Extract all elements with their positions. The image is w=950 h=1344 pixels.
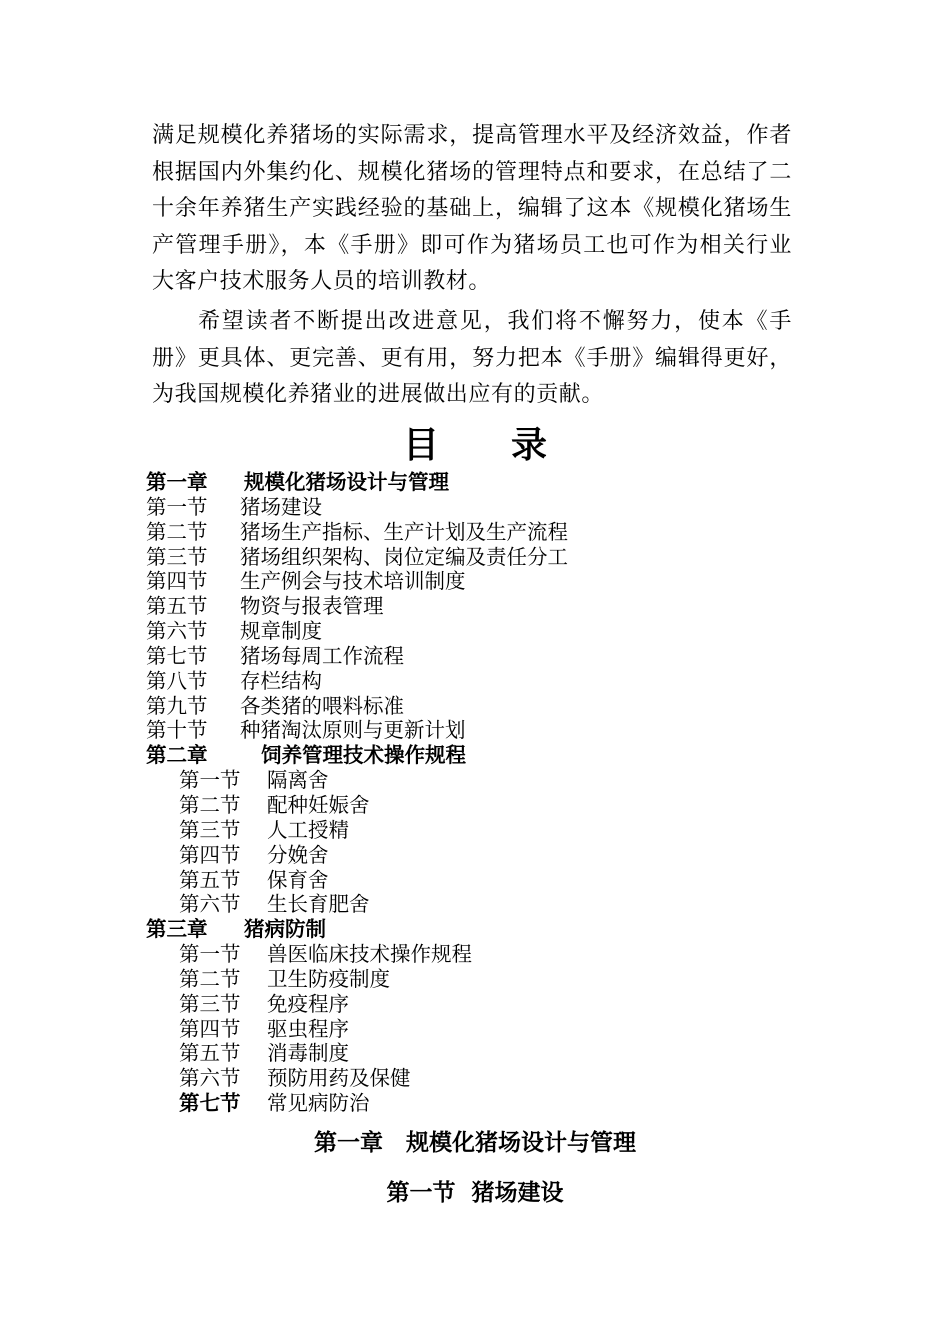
toc-section-title: 消毒制度 <box>267 1041 349 1066</box>
toc-section[interactable] <box>146 892 846 917</box>
toc-chapter-1[interactable] <box>146 470 846 495</box>
toc-section-number: 第五节 <box>146 594 208 619</box>
toc-section-number: 第一节 <box>179 768 241 793</box>
toc-section-title: 规章制度 <box>240 619 322 644</box>
toc-section-title: 猪场建设 <box>240 494 322 519</box>
toc-section[interactable] <box>146 569 846 594</box>
toc-section-number: 第三节 <box>146 544 208 569</box>
toc-section-title: 人工授精 <box>267 817 349 842</box>
toc-section[interactable] <box>146 594 846 619</box>
toc-section[interactable] <box>146 942 846 967</box>
preface-paragraph-2: 希望读者不断提出改进意见，我们将不懈努力，使本《手册》更具体、更完善、更有用，努力把本《手册》编辑得更好，为我国规模化养猪业的进展做出应有的贡献。 <box>152 308 792 408</box>
toc-section[interactable] <box>146 843 846 868</box>
toc-section-title: 保育舍 <box>267 867 329 892</box>
toc-chapter-number: 第二章 <box>146 743 208 768</box>
chapter-heading: 第一章 规模化猪场设计与管理 <box>314 1129 636 1156</box>
toc-section[interactable] <box>146 967 846 992</box>
toc-section[interactable] <box>146 768 846 793</box>
toc-section[interactable] <box>146 868 846 893</box>
toc-section-number: 第四节 <box>179 1016 241 1041</box>
toc-section[interactable] <box>146 669 846 694</box>
toc-section-number: 第六节 <box>179 892 241 917</box>
toc-section-number: 第七节 <box>146 643 208 668</box>
toc-section[interactable] <box>146 718 846 743</box>
toc-section-number: 第五节 <box>179 1041 241 1066</box>
toc-chapter-title: 饲养管理技术操作规程 <box>261 743 466 768</box>
toc-section[interactable] <box>146 545 846 570</box>
toc-section-title: 兽医临床技术操作规程 <box>267 942 472 967</box>
toc-chapter-title: 猪病防制 <box>244 917 326 942</box>
toc-section-number: 第四节 <box>179 842 241 867</box>
toc-section-title: 驱虫程序 <box>267 1016 349 1041</box>
toc-section-title: 隔离舍 <box>267 768 329 793</box>
table-of-contents <box>146 470 846 1116</box>
toc-section-title: 存栏结构 <box>240 668 322 693</box>
toc-section-number: 第一节 <box>146 494 208 519</box>
toc-section[interactable] <box>146 992 846 1017</box>
toc-section-number: 第十节 <box>146 718 208 743</box>
section-heading: 第一节 猪场建设 <box>386 1179 564 1206</box>
toc-section-title: 各类猪的喂料标准 <box>240 693 404 718</box>
toc-section-title: 物资与报表管理 <box>240 594 384 619</box>
toc-section-title: 卫生防疫制度 <box>267 966 390 991</box>
toc-section[interactable] <box>146 818 846 843</box>
toc-section[interactable] <box>146 1091 846 1116</box>
toc-section-number: 第二节 <box>179 792 241 817</box>
toc-section-title: 猪场组织架构、岗位定编及责任分工 <box>240 544 568 569</box>
toc-chapter-number: 第三章 <box>146 917 208 942</box>
toc-section-number: 第三节 <box>179 991 241 1016</box>
toc-section-number: 第二节 <box>146 519 208 544</box>
toc-section-number: 第二节 <box>179 966 241 991</box>
toc-section-number: 第四节 <box>146 569 208 594</box>
preface-paragraph-1: 满足规模化养猪场的实际需求，提高管理水平及经济效益，作者根据国内外集约化、规模化猪场的管理特点和要求，在总结了二十余年养猪生产实践经验的基础上，编辑了这本《规模化猪场生产管理手册》，本《手册》即可作为猪场员工也可作为相关行业大客户技术服务人员的培训教材。 <box>152 123 792 295</box>
toc-section-title: 常见病防治 <box>267 1091 370 1116</box>
toc-section-number: 第七节 <box>179 1091 241 1116</box>
toc-chapter-title: 规模化猪场设计与管理 <box>244 470 449 494</box>
toc-chapter-3[interactable] <box>146 917 846 942</box>
toc-section[interactable] <box>146 495 846 520</box>
toc-section[interactable] <box>146 1041 846 1066</box>
toc-section-title: 猪场每周工作流程 <box>240 643 404 668</box>
toc-section[interactable] <box>146 644 846 669</box>
toc-section-number: 第六节 <box>146 619 208 644</box>
toc-section-number: 第八节 <box>146 668 208 693</box>
toc-section[interactable] <box>146 619 846 644</box>
toc-section-title: 分娩舍 <box>267 842 329 867</box>
toc-section-title: 生产例会与技术培训制度 <box>240 569 466 594</box>
toc-section-number: 第三节 <box>179 817 241 842</box>
toc-section-number: 第六节 <box>179 1066 241 1091</box>
preface-text <box>152 118 792 414</box>
toc-section-title: 种猪淘汰原则与更新计划 <box>240 718 466 743</box>
toc-section[interactable] <box>146 694 846 719</box>
toc-title: 目 录 <box>402 424 547 466</box>
toc-section-title: 生长育肥舍 <box>267 892 370 917</box>
toc-chapter-2[interactable] <box>146 743 846 768</box>
toc-section-number: 第一节 <box>179 942 241 967</box>
toc-section[interactable] <box>146 1066 846 1091</box>
toc-section-number: 第九节 <box>146 693 208 718</box>
toc-chapter-number: 第一章 <box>146 470 208 494</box>
toc-section-title: 猪场生产指标、生产计划及生产流程 <box>240 519 568 544</box>
toc-section-title: 免疫程序 <box>267 991 349 1016</box>
toc-section-title: 配种妊娠舍 <box>267 792 370 817</box>
toc-section[interactable] <box>146 1017 846 1042</box>
toc-section-number: 第五节 <box>179 867 241 892</box>
toc-section-title: 预防用药及保健 <box>267 1066 411 1091</box>
toc-section[interactable] <box>146 793 846 818</box>
toc-section[interactable] <box>146 520 846 545</box>
